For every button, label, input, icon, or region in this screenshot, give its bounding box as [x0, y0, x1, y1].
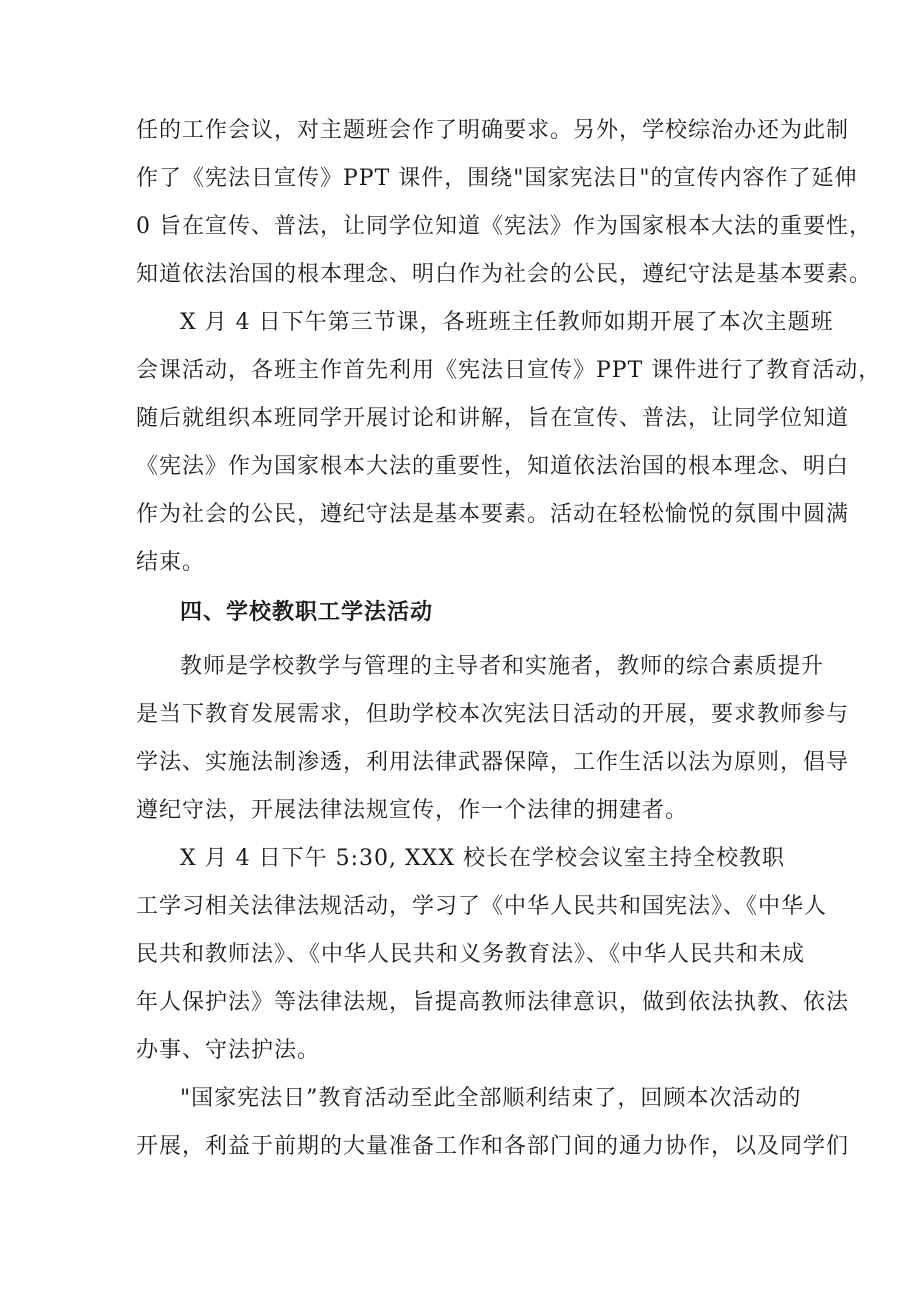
- paragraph-2-line-2: 会课活动，各班主作首先利用《宪法日宣传》PPT 课件进行了教育活动，: [136, 358, 882, 383]
- paragraph-1-line-3: 0 旨在宣传、普法，让同学位知道《宪法》作为国家根本大法的重要性，: [136, 214, 872, 239]
- paragraph-5-line-1: "国家宪法日”教育活动至此全部顺利结束了，回顾本次活动的: [180, 1086, 802, 1111]
- section-heading: 四、学校教职工学法活动: [180, 600, 434, 625]
- paragraph-4-line-2: 工学习相关法律法规活动，学习了《中华人民共和国宪法》、《中华人: [136, 894, 828, 919]
- paragraph-4-line-4: 年人保护法》等法律法规，旨提高教师法律意识，做到依法执教、依法: [136, 990, 850, 1015]
- paragraph-2-line-3: 随后就组织本班同学开展讨论和讲解，旨在宣传、普法，让同学位知道: [136, 406, 850, 431]
- paragraph-2-line-1: X 月 4 日下午第三节课，各班班主任教师如期开展了本次主题班: [180, 310, 834, 335]
- paragraph-3-line-2: 是当下教育发展需求，但助学校本次宪法日活动的开展，要求教师参与: [136, 702, 850, 727]
- paragraph-3-line-3: 学法、实施法制渗透，利用法律武器保障，工作生活以法为原则，倡导: [136, 750, 850, 775]
- paragraph-1-line-2: 作了《宪法日宣传》PPT 课件，围绕"国家宪法日"的宣传内容作了延伸: [136, 166, 858, 191]
- paragraph-4-line-3: 民共和教师法》、《中华人民共和义务教育法》、《中华人民共和未成: [136, 942, 806, 967]
- paragraph-1-line-4: 知道依法治国的根本理念、明白作为社会的公民，遵纪守法是基本要素。: [136, 262, 873, 287]
- paragraph-3-line-4: 遵纪守法，开展法律法规宣传，作一个法律的拥建者。: [136, 798, 689, 823]
- paragraph-2-line-4: 《宪法》作为国家根本大法的重要性，知道依法治国的根本理念、明白: [136, 454, 850, 479]
- paragraph-1-line-1: 任的工作会议，对主题班会作了明确要求。另外，学校综治办还为此制: [136, 118, 850, 143]
- paragraph-3-line-1: 教师是学校教学与管理的主导者和实施者，教师的综合素质提升: [180, 654, 825, 679]
- paragraph-2-line-5: 作为社会的公民，遵纪守法是基本要素。活动在轻松愉悦的氛围中圆满: [136, 502, 850, 527]
- paragraph-4-line-5: 办事、守法护法。: [136, 1038, 321, 1063]
- paragraph-2-line-6: 结束。: [136, 550, 206, 575]
- paragraph-5-line-2: 开展，利益于前期的大量准备工作和各部门间的通力协作，以及同学们: [136, 1134, 850, 1159]
- paragraph-4-line-1: X 月 4 日下午 5:30, XXX 校长在学校会议室主持全校教职: [180, 846, 786, 871]
